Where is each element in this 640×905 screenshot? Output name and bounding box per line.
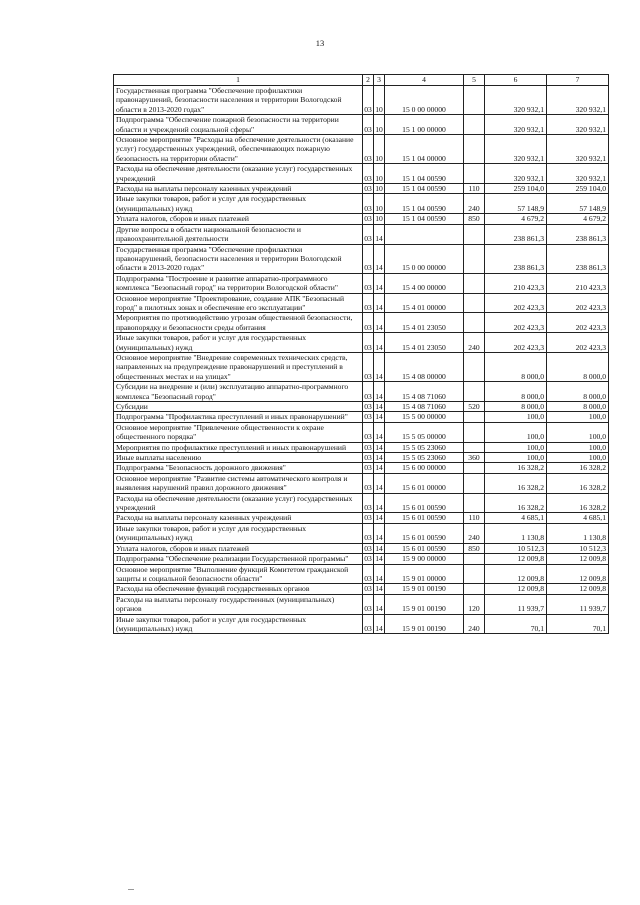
table-row <box>114 352 609 381</box>
cell-pr: 14 <box>374 333 385 353</box>
cell-rz: 03 <box>364 463 372 473</box>
cell-csr: 15 5 05 23060 <box>385 453 464 463</box>
cell-rz: 03 <box>363 473 374 493</box>
cell-pr: 14 <box>375 463 383 473</box>
cell-sum1: 10 512,3 <box>485 543 547 553</box>
cell-csr: 15 9 01 00000 <box>385 564 464 584</box>
cell-csr <box>385 224 464 244</box>
cell-name: Иные закупки товаров, работ и услуг для государственных (муниципальных) нужд <box>114 333 363 353</box>
cell-sum1: 259 104,0 <box>485 184 547 194</box>
cell-rz: 03 <box>363 313 374 333</box>
cell-name: Подпрограмма "Построение и развитие аппаратно-программного комплекса "Безопасный город" на территории Вологодской области" <box>114 273 363 293</box>
cell-rz: 03 <box>364 453 372 463</box>
cell-pr: 14 <box>374 493 385 513</box>
cell-sum2: 202 423,3 <box>547 293 609 313</box>
cell-sum2: 4 679,2 <box>547 214 609 224</box>
table-row <box>114 594 609 614</box>
cell-pr: 14 <box>374 382 385 402</box>
cell-sum1: 12 009,8 <box>485 584 547 594</box>
table-row <box>114 614 609 634</box>
cell-name: Основное мероприятие "Привлечение общественности к охране общественного порядка" <box>114 422 363 442</box>
table-row <box>114 584 609 594</box>
cell-name: Подпрограмма "Профилактика преступлений и иных правонарушений" <box>114 412 363 422</box>
table-row <box>114 214 609 224</box>
cell-pr: 14 <box>374 614 385 634</box>
cell-vr <box>464 313 485 333</box>
cell-pr: 14 <box>375 442 383 452</box>
cell-csr: 15 5 05 00000 <box>385 422 464 442</box>
cell-rz: 03 <box>363 422 374 442</box>
cell-sum1: 202 423,3 <box>485 313 547 333</box>
cell-csr: 15 0 00 00000 <box>385 86 464 115</box>
cell-rz: 03 <box>363 523 374 543</box>
cell-sum1: 8 000,0 <box>485 402 547 412</box>
cell-name: Уплата налогов, сборов и иных платежей <box>114 214 363 224</box>
cell-vr: 850 <box>464 543 485 553</box>
cell-sum1: 320 932,1 <box>485 135 547 164</box>
cell-csr: 15 6 01 00590 <box>385 543 464 553</box>
cell-sum2: 16 328,2 <box>547 463 609 473</box>
cell-csr: 15 1 04 00590 <box>385 184 464 194</box>
cell-sum1: 100,0 <box>485 442 547 452</box>
table-row <box>114 493 609 513</box>
cell-sum1: 4 685,1 <box>485 513 547 523</box>
cell-sum2: 202 423,3 <box>547 313 609 333</box>
cell-rz: 03 <box>363 614 374 634</box>
cell-vr <box>464 422 485 442</box>
cell-csr: 15 6 00 00000 <box>385 463 464 473</box>
table-row <box>114 135 609 164</box>
cell-name: Иные закупки товаров, работ и услуг для государственных (муниципальных) нужд <box>114 523 363 543</box>
cell-vr: 110 <box>464 184 485 194</box>
cell-sum1: 100,0 <box>485 422 547 442</box>
cell-pr: 14 <box>375 513 383 523</box>
cell-sum2: 238 861,3 <box>547 244 609 273</box>
cell-csr: 15 9 01 00190 <box>385 584 464 594</box>
table-body <box>114 86 609 634</box>
header-cell-name: 1 <box>114 75 363 86</box>
cell-vr <box>464 412 485 422</box>
table-row <box>114 564 609 584</box>
budget-table <box>113 74 609 634</box>
cell-pr: 14 <box>375 402 383 411</box>
cell-vr <box>464 554 485 564</box>
cell-sum2: 320 932,1 <box>547 164 609 184</box>
table-row <box>114 473 609 493</box>
cell-rz: 03 <box>363 224 374 244</box>
cell-name: Расходы на обеспечение функций государственных органов <box>114 584 363 594</box>
cell-sum1: 100,0 <box>485 453 547 463</box>
cell-csr: 15 1 04 00590 <box>385 164 464 184</box>
cell-csr: 15 4 08 00000 <box>385 352 464 381</box>
cell-pr: 14 <box>374 313 385 333</box>
cell-csr: 15 1 00 00000 <box>385 115 464 135</box>
cell-name: Подпрограмма "Обеспечение реализации Государственной программы" <box>114 554 363 564</box>
cell-sum2: 238 861,3 <box>547 224 609 244</box>
table-row <box>114 333 609 353</box>
cell-vr: 850 <box>464 214 485 224</box>
cell-rz: 03 <box>363 594 374 614</box>
cell-name: Субсидии <box>114 402 363 412</box>
cell-csr: 15 4 01 00000 <box>385 293 464 313</box>
cell-sum1: 11 939,7 <box>485 594 547 614</box>
table-header-row <box>114 75 609 86</box>
cell-sum1: 320 932,1 <box>485 164 547 184</box>
cell-rz: 03 <box>364 442 372 452</box>
cell-vr: 120 <box>464 594 485 614</box>
cell-csr: 15 4 08 71060 <box>385 402 464 412</box>
cell-pr: 14 <box>374 224 385 244</box>
cell-sum2: 100,0 <box>547 422 609 442</box>
cell-sum2: 16 328,2 <box>547 473 609 493</box>
cell-rz: 03 <box>363 333 374 353</box>
cell-pr: 14 <box>374 422 385 442</box>
cell-rz: 03 <box>363 164 374 184</box>
cell-sum2: 100,0 <box>547 453 609 463</box>
cell-rz: 03 <box>363 293 374 313</box>
cell-sum1: 8 000,0 <box>485 382 547 402</box>
cell-csr: 15 0 00 00000 <box>385 244 464 273</box>
header-cell-pr: 3 <box>374 75 385 86</box>
cell-name: Иные закупки товаров, работ и услуг для государственных (муниципальных) нужд <box>114 614 363 634</box>
cell-sum2: 12 009,8 <box>547 584 609 594</box>
cell-sum1: 238 861,3 <box>485 244 547 273</box>
table-row <box>114 86 609 115</box>
cell-rz: 03 <box>364 412 372 422</box>
cell-csr: 15 6 01 00590 <box>385 523 464 543</box>
cell-pr: 10 <box>374 135 385 164</box>
cell-pr: 10 <box>374 86 385 115</box>
cell-vr: 240 <box>464 333 485 353</box>
cell-sum2: 70,1 <box>547 614 609 634</box>
cell-vr <box>464 164 485 184</box>
cell-vr <box>464 382 485 402</box>
table-row <box>114 422 609 442</box>
cell-pr: 14 <box>374 352 385 381</box>
cell-vr <box>464 352 485 381</box>
cell-vr <box>464 584 485 594</box>
cell-rz: 03 <box>363 244 374 273</box>
table-row <box>114 513 609 523</box>
cell-name: Мероприятия по противодействию угрозам общественной безопасности, правопорядку и безопасности среды обитания <box>114 313 363 333</box>
cell-sum1: 57 148,9 <box>485 194 547 214</box>
cell-sum2: 8 000,0 <box>547 402 609 412</box>
cell-pr: 14 <box>375 584 383 594</box>
cell-sum2: 1 130,8 <box>547 523 609 543</box>
table-row <box>114 543 609 553</box>
cell-rz: 03 <box>363 115 374 135</box>
cell-name: Расходы на выплаты персоналу казенных учреждений <box>114 513 363 523</box>
cell-vr: 240 <box>464 523 485 543</box>
cell-vr <box>464 135 485 164</box>
cell-sum1: 320 932,1 <box>485 115 547 135</box>
cell-pr: 14 <box>374 293 385 313</box>
cell-csr: 15 4 01 23050 <box>385 313 464 333</box>
table-row <box>114 194 609 214</box>
cell-name: Расходы на выплаты персоналу казенных учреждений <box>114 184 363 194</box>
cell-pr: 10 <box>374 164 385 184</box>
cell-vr <box>464 86 485 115</box>
table-row <box>114 412 609 422</box>
cell-csr: 15 6 01 00000 <box>385 473 464 493</box>
cell-pr: 14 <box>375 543 383 553</box>
cell-sum1: 12 009,8 <box>485 564 547 584</box>
cell-rz: 03 <box>363 194 374 214</box>
cell-vr: 110 <box>464 513 485 523</box>
cell-sum1: 16 328,2 <box>485 463 547 473</box>
cell-pr: 10 <box>374 194 385 214</box>
cell-vr <box>464 293 485 313</box>
cell-vr: 240 <box>464 614 485 634</box>
cell-sum1: 202 423,3 <box>485 293 547 313</box>
cell-rz: 03 <box>363 564 374 584</box>
cell-sum2: 320 932,1 <box>547 115 609 135</box>
cell-name: Субсидии на внедрение и (или) эксплуатацию аппаратно-программного комплекса "Безопасный город" <box>114 382 363 402</box>
cell-pr: 14 <box>375 412 383 422</box>
cell-rz: 03 <box>364 402 372 411</box>
cell-vr: 520 <box>464 402 485 412</box>
cell-csr: 15 6 01 00590 <box>385 513 464 523</box>
table-row <box>114 313 609 333</box>
cell-vr <box>464 442 485 452</box>
cell-pr: 14 <box>374 564 385 584</box>
cell-sum1: 4 679,2 <box>485 214 547 224</box>
cell-sum1: 16 328,2 <box>485 493 547 513</box>
header-cell-csr: 4 <box>385 75 464 86</box>
cell-name: Государственная программа "Обеспечение профилактики правонарушений, безопасности населения и территории Вологодской области в 2013-2020 годах" <box>114 244 363 273</box>
table-row <box>114 402 609 412</box>
cell-rz: 03 <box>363 382 374 402</box>
cell-name: Расходы на обеспечение деятельности (оказание услуг) государственных учреждений <box>114 164 363 184</box>
cell-sum1: 320 932,1 <box>485 86 547 115</box>
cell-name: Подпрограмма "Обеспечение пожарной безопасности на территории области и учреждений социальной сферы" <box>114 115 363 135</box>
cell-rz: 03 <box>364 184 372 194</box>
cell-sum1: 238 861,3 <box>485 224 547 244</box>
cell-pr: 14 <box>375 453 383 463</box>
cell-rz: 03 <box>363 352 374 381</box>
cell-name: Основное мероприятие "Расходы на обеспечение деятельности (оказание услуг) государственных учреждений, обеспечивающих пожарную безопасность на территории области" <box>114 135 363 164</box>
cell-pr: 14 <box>374 594 385 614</box>
table-row <box>114 244 609 273</box>
cell-pr: 14 <box>374 273 385 293</box>
cell-vr <box>464 473 485 493</box>
cell-vr <box>464 244 485 273</box>
cell-vr: 240 <box>464 194 485 214</box>
cell-rz: 03 <box>364 584 372 594</box>
cell-csr: 15 1 04 00000 <box>385 135 464 164</box>
cell-sum2: 210 423,3 <box>547 273 609 293</box>
table-row <box>114 293 609 313</box>
cell-name: Расходы на выплаты персоналу государственных (муниципальных) органов <box>114 594 363 614</box>
cell-vr <box>464 273 485 293</box>
cell-sum2: 320 932,1 <box>547 86 609 115</box>
table-row <box>114 442 609 452</box>
table-row <box>114 523 609 543</box>
cell-sum1: 12 009,8 <box>485 554 547 564</box>
cell-sum2: 202 423,3 <box>547 333 609 353</box>
cell-pr: 14 <box>374 473 385 493</box>
cell-sum1: 202 423,3 <box>485 333 547 353</box>
cell-name: Основное мероприятие "Проектирование, создание АПК "Безопасный город" в пилотных зонах и обеспечение его эксплуатации" <box>114 293 363 313</box>
scan-mark <box>128 889 134 890</box>
cell-name: Расходы на обеспечение деятельности (оказание услуг) государственных учреждений <box>114 493 363 513</box>
cell-name: Государственная программа "Обеспечение профилактики правонарушений, безопасности населения и территории Вологодской области в 2013-2020 годах" <box>114 86 363 115</box>
cell-rz: 03 <box>364 543 372 553</box>
table-row <box>114 224 609 244</box>
cell-vr <box>464 493 485 513</box>
cell-name: Уплата налогов, сборов и иных платежей <box>114 543 363 553</box>
cell-sum1: 8 000,0 <box>485 352 547 381</box>
cell-name: Иные закупки товаров, работ и услуг для государственных (муниципальных) нужд <box>114 194 363 214</box>
cell-csr: 15 5 05 23060 <box>385 442 464 452</box>
cell-sum2: 100,0 <box>547 442 609 452</box>
cell-sum2: 259 104,0 <box>547 184 609 194</box>
cell-sum1: 70,1 <box>485 614 547 634</box>
page-number: 13 <box>315 38 325 48</box>
cell-pr: 14 <box>374 244 385 273</box>
cell-vr <box>464 564 485 584</box>
cell-rz: 03 <box>364 513 372 523</box>
cell-sum1: 1 130,8 <box>485 523 547 543</box>
cell-name: Подпрограмма "Безопасность дорожного движения" <box>114 463 363 473</box>
cell-pr: 10 <box>375 214 383 224</box>
cell-csr: 15 4 08 71060 <box>385 382 464 402</box>
header-cell-sum1: 6 <box>485 75 547 86</box>
table-row <box>114 554 609 564</box>
table-row <box>114 115 609 135</box>
cell-sum2: 57 148,9 <box>547 194 609 214</box>
cell-csr: 15 1 04 00590 <box>385 214 464 224</box>
cell-csr: 15 5 00 00000 <box>385 412 464 422</box>
header-cell-rz: 2 <box>363 75 374 86</box>
cell-sum2: 16 328,2 <box>547 493 609 513</box>
cell-vr <box>464 463 485 473</box>
cell-name: Основное мероприятие "Развитие системы автоматического контроля и выявления нарушений правил дорожного движения" <box>114 473 363 493</box>
header-cell-sum2: 7 <box>547 75 609 86</box>
table-row <box>114 382 609 402</box>
cell-rz: 03 <box>363 86 374 115</box>
cell-sum2: 10 512,3 <box>547 543 609 553</box>
cell-vr <box>464 224 485 244</box>
cell-csr: 15 6 01 00590 <box>385 493 464 513</box>
cell-rz: 03 <box>363 135 374 164</box>
cell-csr: 15 9 01 00190 <box>385 594 464 614</box>
cell-name: Иные выплаты населению <box>114 453 363 463</box>
cell-name: Основное мероприятие "Выполнение функций Комитетом гражданской защиты и социальной безопасности области" <box>114 564 363 584</box>
cell-pr: 10 <box>375 184 383 194</box>
cell-csr: 15 4 01 23050 <box>385 333 464 353</box>
cell-rz: 03 <box>363 273 374 293</box>
cell-sum1: 100,0 <box>485 412 547 422</box>
cell-sum2: 100,0 <box>547 412 609 422</box>
cell-sum2: 8 000,0 <box>547 382 609 402</box>
cell-sum2: 12 009,8 <box>547 564 609 584</box>
cell-vr: 360 <box>464 453 485 463</box>
cell-rz: 03 <box>363 493 374 513</box>
cell-pr: 14 <box>375 554 383 564</box>
cell-rz: 03 <box>364 214 372 224</box>
header-cell-vr: 5 <box>464 75 485 86</box>
cell-sum1: 210 423,3 <box>485 273 547 293</box>
table-row <box>114 164 609 184</box>
table-row <box>114 273 609 293</box>
cell-csr: 15 9 01 00190 <box>385 614 464 634</box>
cell-rz: 03 <box>364 554 372 564</box>
cell-csr: 15 1 04 00590 <box>385 194 464 214</box>
cell-pr: 10 <box>374 115 385 135</box>
cell-sum2: 12 009,8 <box>547 554 609 564</box>
cell-vr <box>464 115 485 135</box>
cell-sum2: 8 000,0 <box>547 352 609 381</box>
cell-name: Мероприятия по профилактике преступлений и иных правонарушений <box>114 442 363 452</box>
table-row <box>114 463 609 473</box>
cell-sum1: 16 328,2 <box>485 473 547 493</box>
cell-pr: 14 <box>374 523 385 543</box>
cell-sum2: 11 939,7 <box>547 594 609 614</box>
cell-sum2: 4 685,1 <box>547 513 609 523</box>
table-row <box>114 184 609 194</box>
cell-sum2: 320 932,1 <box>547 135 609 164</box>
cell-name: Другие вопросы в области национальной безопасности и правоохранительной деятельности <box>114 224 363 244</box>
cell-csr: 15 9 00 00000 <box>385 554 464 564</box>
cell-csr: 15 4 00 00000 <box>385 273 464 293</box>
table-row <box>114 453 609 463</box>
cell-name: Основное мероприятие "Внедрение современных технических средств, направленных на предупреждение правонарушений и преступлений в общественных местах и на улицах" <box>114 352 363 381</box>
